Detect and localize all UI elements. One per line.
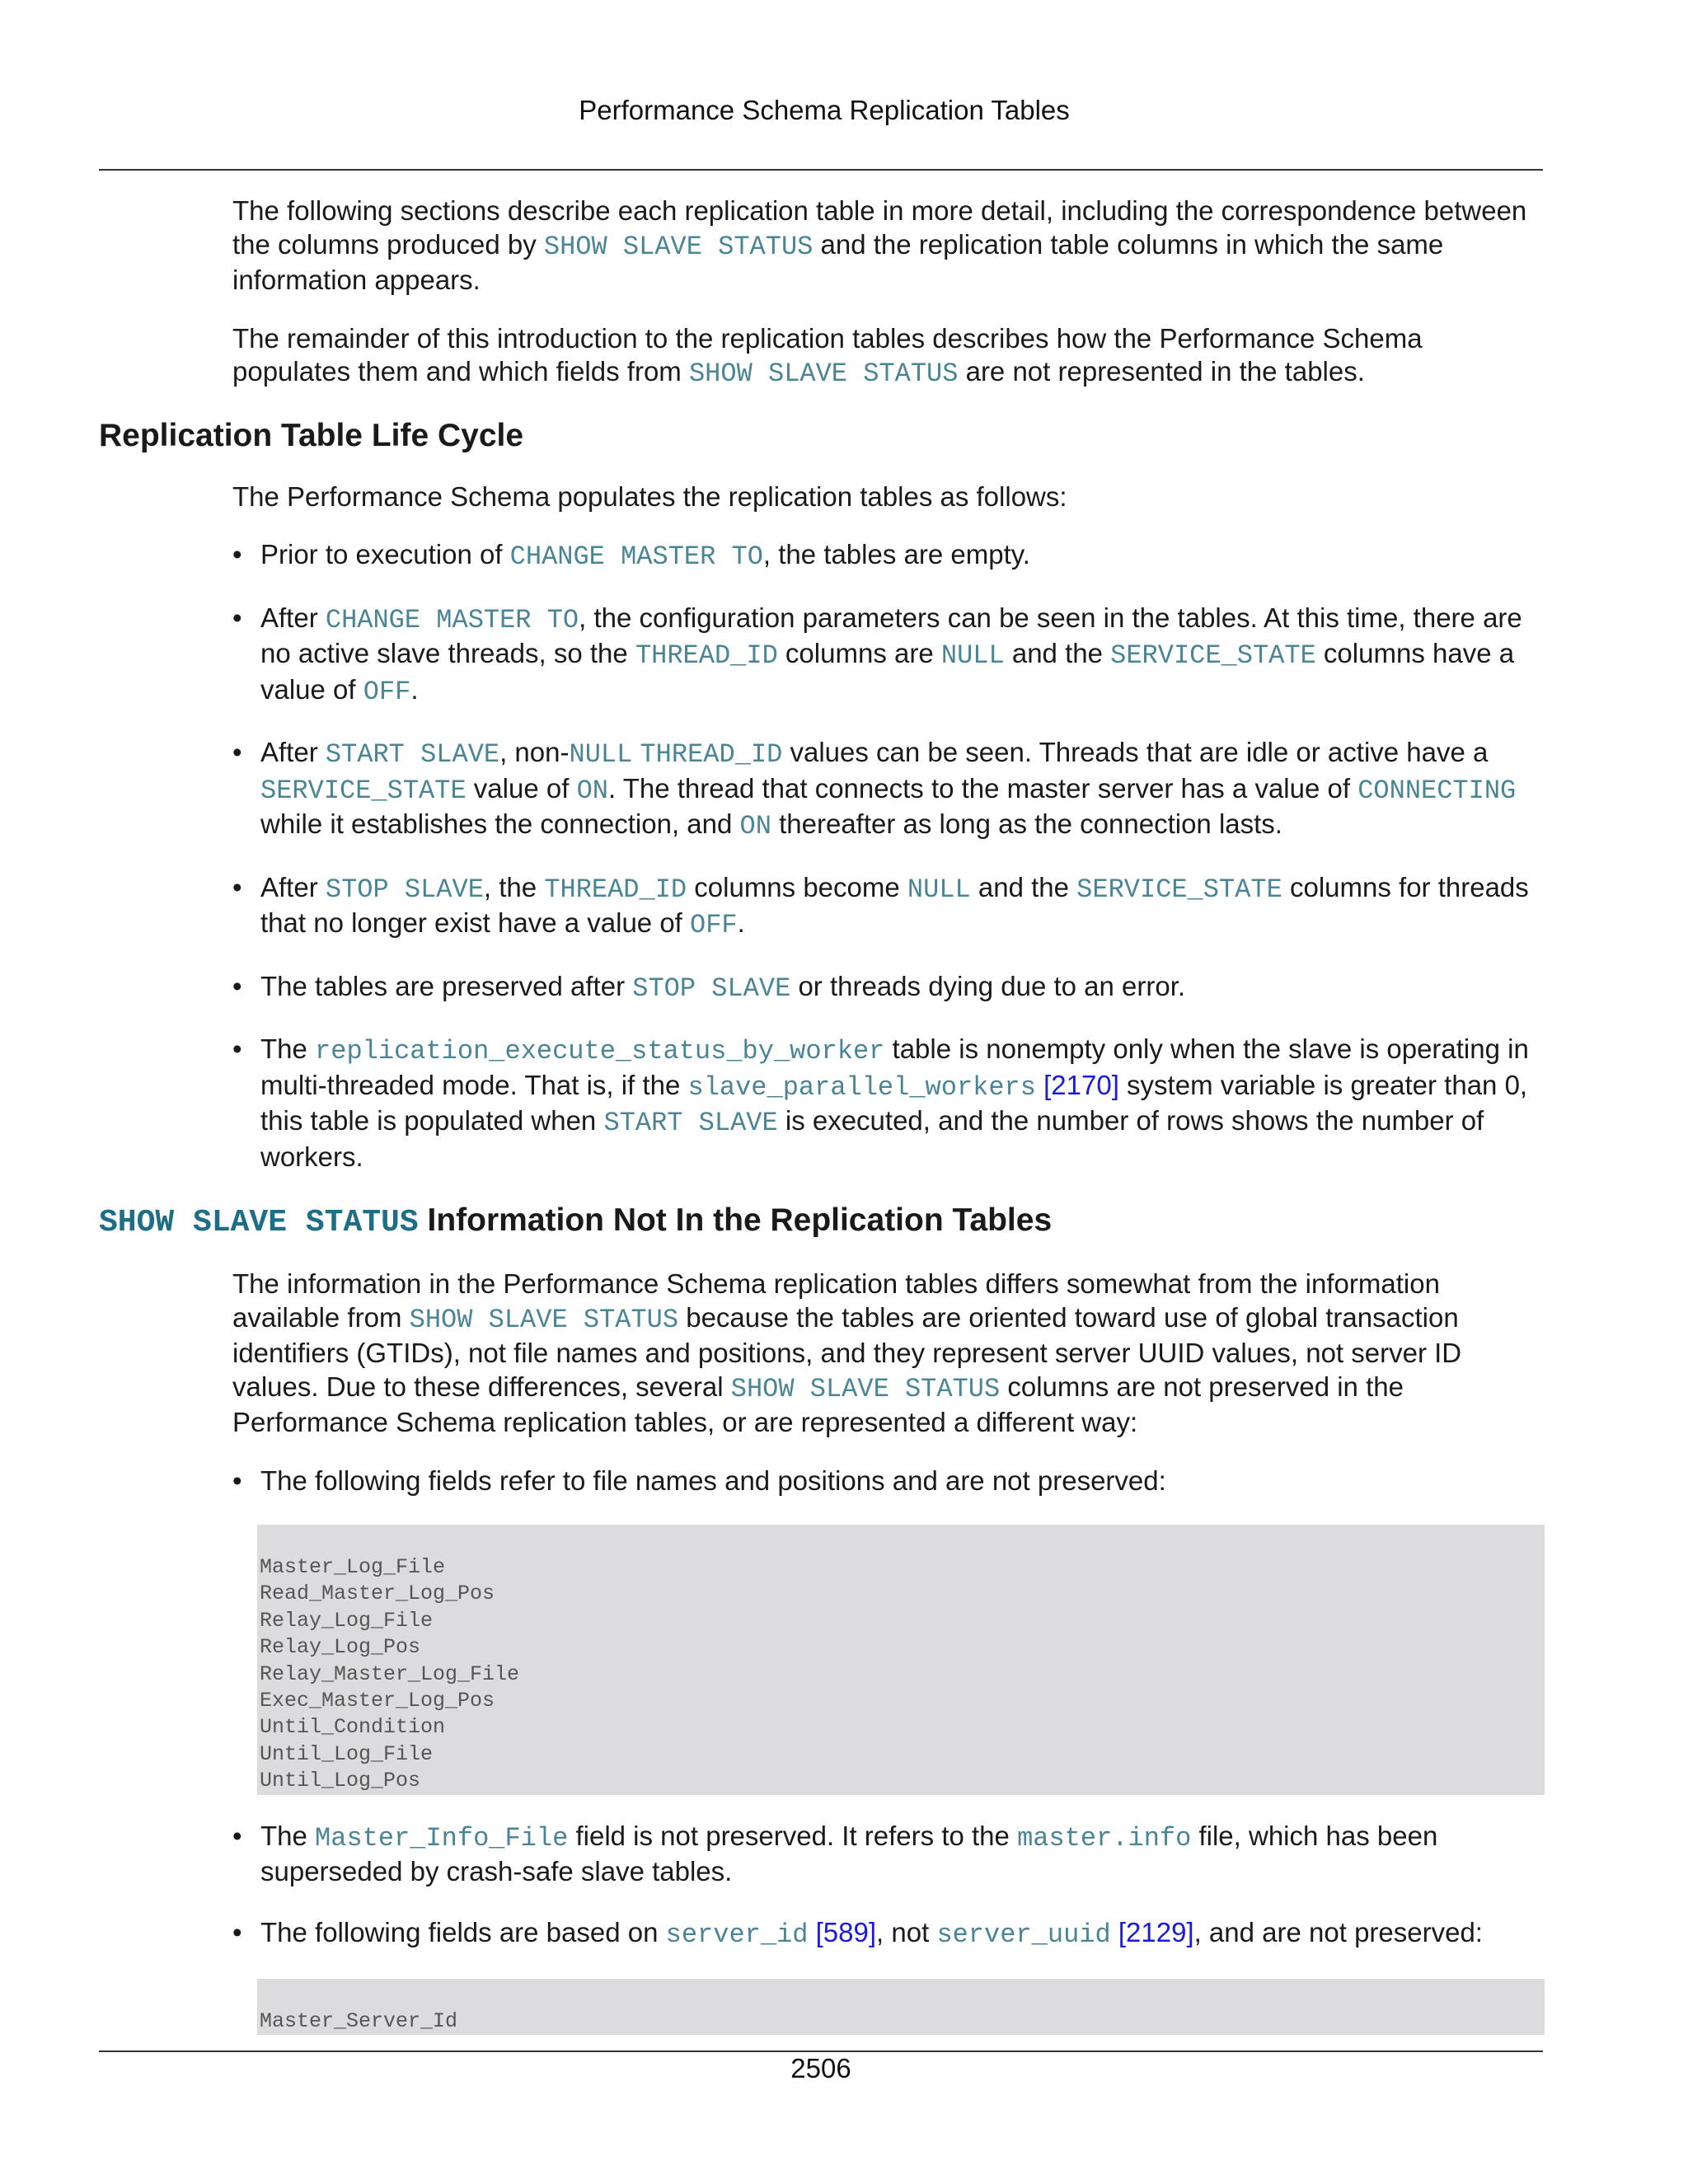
code-master-info-file[interactable]: Master_Info_File <box>315 1822 569 1854</box>
code-line: Until_Log_Pos <box>260 1769 421 1793</box>
code-replication-execute-status-by-worker[interactable]: replication_execute_status_by_worker <box>315 1036 885 1066</box>
intro-paragraph-2: The remainder of this introduction to the replication tables describes how the Performance Schema populates them and which fields from SHOW SLAVE STATUS are not represented in the tables. <box>232 322 1423 389</box>
code-slave-parallel-workers[interactable]: slave_parallel_workers <box>687 1071 1036 1103</box>
code-line: Exec_Master_Log_Pos <box>260 1689 495 1713</box>
life-cycle-list <box>0 538 1688 1174</box>
page-content <box>0 194 1688 2060</box>
list-item: • Prior to execution of CHANGE MASTER TO, the tables are empty. <box>0 538 1546 574</box>
code-line: Relay_Log_File <box>260 1608 434 1633</box>
code-line: Relay_Master_Log_File <box>260 1661 520 1686</box>
code-line: Relay_Log_Pos <box>260 1635 421 1660</box>
page-reference-link[interactable]: [589] <box>815 1916 877 1947</box>
section-heading-life-cycle: Replication Table Life Cycle <box>99 417 524 453</box>
list-item: • After STOP SLAVE, the THREAD_ID columns become NULL and the SERVICE_STATE columns for threads that no longer exist have a value of OFF. <box>0 871 1546 943</box>
list-item: • The Master_Info_File field is not preserved. It refers to the master.info file, which has been superseded by crash-safe slave tables. <box>0 1820 1546 1889</box>
section-heading-not-in-tables: SHOW SLAVE STATUS Information Not In the Replication Tables <box>99 1202 1053 1240</box>
not-in-tables-list-2 <box>0 1820 1688 1952</box>
code-line: Until_Log_File <box>260 1741 434 1766</box>
page-number: 2506 <box>790 2053 851 2083</box>
running-header: Performance Schema Replication Tables <box>579 95 1070 125</box>
list-item: • After START SLAVE, non-NULL THREAD_ID values can be seen. Threads that are idle or active have a SERVICE_STATE value of ON. The thread that connects to the master server has a value of CONNECTING while it establishes the connection, and ON thereafter as long as the connection lasts. <box>0 736 1546 844</box>
header-rule <box>99 169 1543 171</box>
not-in-tables-paragraph: The information in the Performance Schema replication tables differs somewhat from the information available from SHOW SLAVE STATUS because the tables are oriented toward use of global transaction identifiers (GTIDs), not file names and positions, and they represent server UUID values, not server ID values. Due to these differences, several SHOW SLAVE STATUS columns are not preserved in the Performance Schema replication tables, or are represented a different way: <box>232 1268 1462 1437</box>
code-show-slave-status: SHOW SLAVE STATUS <box>688 359 959 389</box>
list-item: • The tables are preserved after STOP SLAVE or threads dying due to an error. <box>0 970 1546 1006</box>
page-reference-link[interactable]: [2170] <box>1043 1069 1119 1100</box>
list-item: • The replication_execute_status_by_worker table is nonempty only when the slave is operating in multi-threaded mode. That is, if the slave_parallel_workers [2170] system variable is greater than 0, this table is populated when START SLAVE is executed, and the number of rows shows the number of workers. <box>0 1033 1546 1174</box>
code-show-slave-status: SHOW SLAVE STATUS <box>543 231 814 262</box>
code-server-id[interactable]: server_id <box>665 1919 809 1950</box>
code-line: Until_Condition <box>260 1715 446 1740</box>
footer-rule <box>99 2050 1543 2052</box>
page-reference-link[interactable]: [2129] <box>1118 1916 1194 1947</box>
code-block-file-fields <box>257 1525 1545 1795</box>
code-master-info: master.info <box>1017 1822 1192 1854</box>
code-block-server-id-fields <box>257 1979 1545 2035</box>
intro-paragraph-1: The following sections describe each replication table in more detail, including the correspondence between the columns produced by SHOW SLAVE STATUS and the replication table columns in which the same information appears. <box>232 195 1527 295</box>
code-line: Read_Master_Log_Pos <box>260 1582 495 1606</box>
code-line: Master_Log_File <box>260 1555 446 1579</box>
list-item: • The following fields are based on server_id [589], not server_uuid [2129], and are not preserved: <box>0 1916 1546 1952</box>
list-item: • The following fields refer to file names and positions and are not preserved: <box>0 1465 1546 1498</box>
life-cycle-lead: The Performance Schema populates the replication tables as follows: <box>232 480 1067 512</box>
code-server-uuid[interactable]: server_uuid <box>936 1919 1111 1950</box>
not-in-tables-list <box>0 1465 1688 1498</box>
list-item: • After CHANGE MASTER TO, the configuration parameters can be seen in the tables. At this time, there are no active slave threads, so the THREAD_ID columns are NULL and the SERVICE_STATE columns have a value of OFF. <box>0 602 1546 710</box>
code-line: Master_Server_Id <box>260 2009 458 2034</box>
